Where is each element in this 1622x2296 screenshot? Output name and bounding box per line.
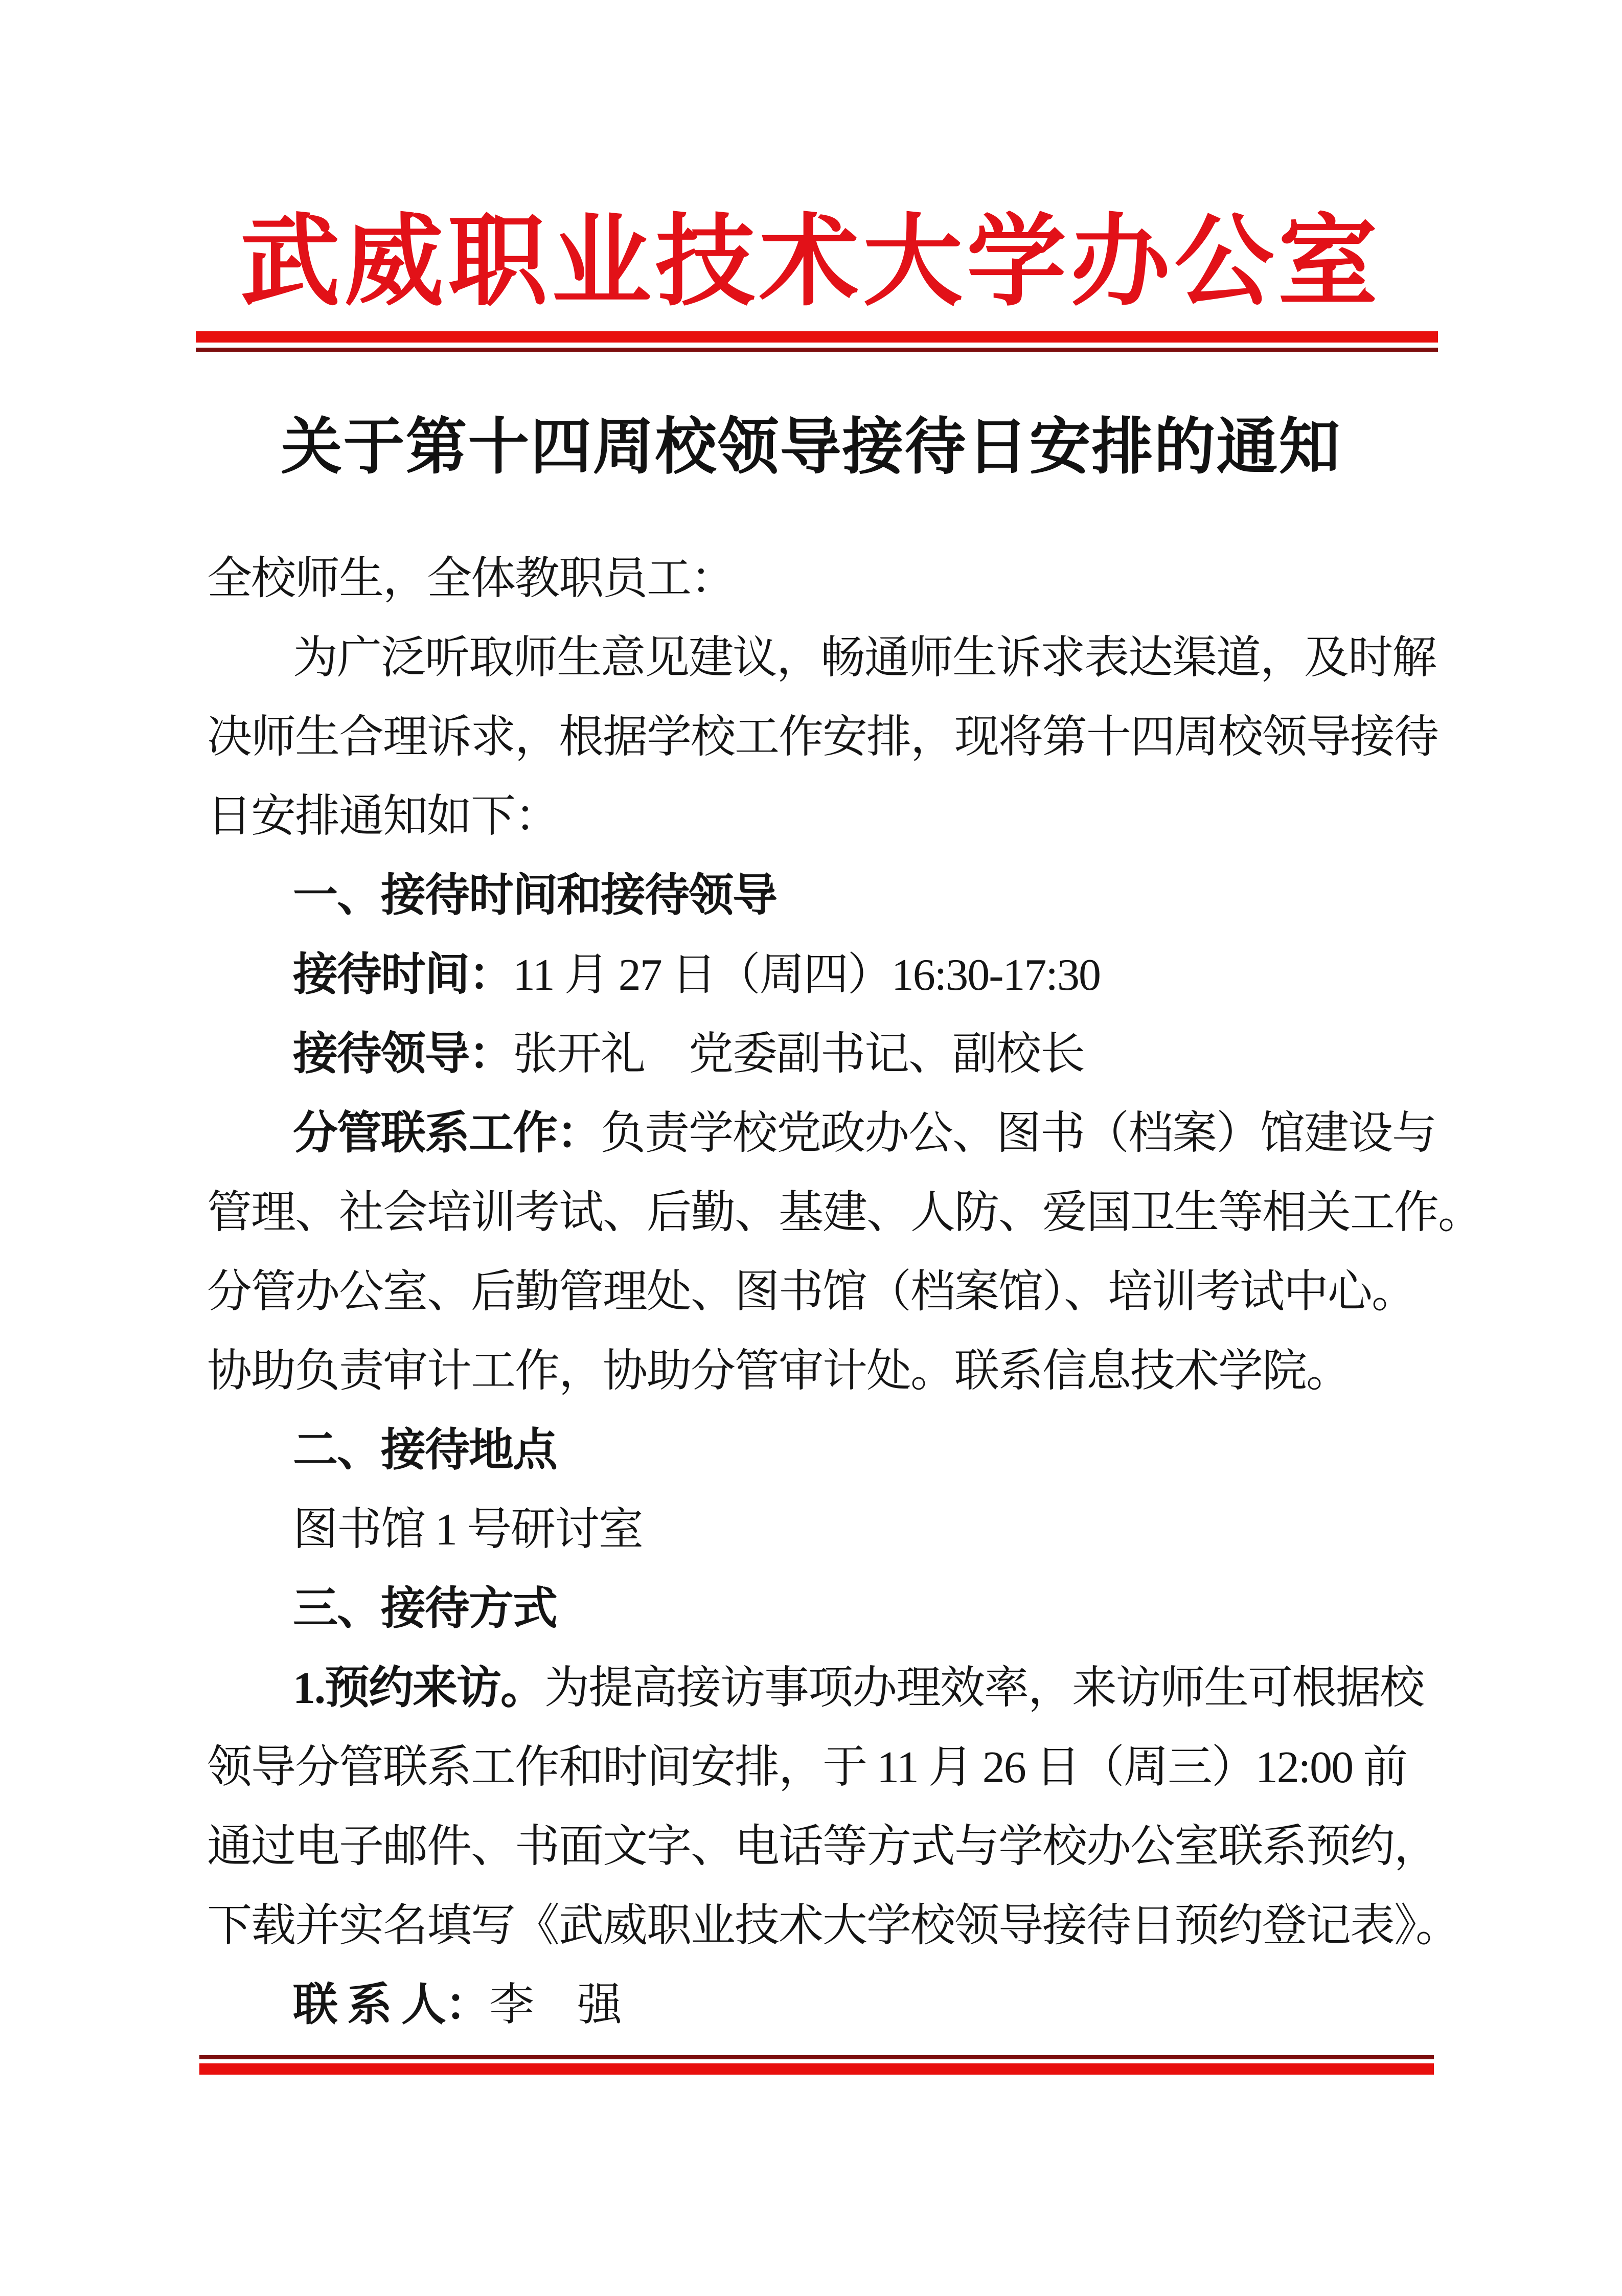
line-duties-1: [207, 1094, 1520, 1173]
line-reception-leader: [207, 1015, 1520, 1094]
line-text: 管理、社会培训考试、后勤、基建、人防、爱国卫生等相关工作。: [207, 1188, 1482, 1238]
line-duties-2: [207, 1173, 1482, 1253]
line-text: 11 月 27 日（周四）16:30-17:30: [513, 950, 1100, 1000]
heading-label: 三、接待方式: [293, 1584, 557, 1634]
line-text: 日安排通知如下：: [207, 792, 559, 842]
line-text: 决师生合理诉求，根据学校工作安排，现将第十四周校领导接待: [207, 713, 1438, 762]
salutation-line: [207, 539, 1434, 619]
heading-section-3: [207, 1570, 1520, 1649]
footer-rule-thick: [199, 2063, 1434, 2075]
notice-title: 关于第十四周校领导接待日安排的通知: [281, 413, 1341, 481]
para-intro-line-2: [207, 698, 1438, 777]
line-label: 分管联系工作：: [293, 1109, 601, 1158]
line-text: 下载并实名填写《武威职业技术大学校领导接待日预约登记表》。: [207, 1901, 1460, 1951]
line-text: 为广泛听取师生意见建议，畅通师生诉求表达渠道，及时解: [293, 633, 1436, 683]
footer-rule-thin: [199, 2055, 1434, 2059]
line-text: 为提高接访事项办理效率，来访师生可根据校: [544, 1664, 1424, 1713]
heading-section-1: [207, 856, 1520, 936]
line-label: 接待领导：: [293, 1030, 513, 1079]
header-rule-thin: [196, 348, 1438, 352]
para-intro-line-3: [207, 777, 1434, 856]
letterhead-org-name: 武威职业技术大学办公室: [240, 208, 1382, 318]
line-label: 联 系 人：: [293, 1981, 490, 2030]
line-text: 负责学校党政办公、图书（档案）馆建设与: [601, 1109, 1436, 1158]
line-reception-time: [207, 936, 1520, 1015]
heading-label: 一、接待时间和接待领导: [293, 871, 777, 921]
line-text: 协助负责审计工作，协助分管审计处。联系信息技术学院。: [207, 1347, 1351, 1396]
header-rule-thick: [196, 331, 1438, 343]
line-text: 分管办公室、后勤管理处、图书馆（档案馆）、培训考试中心。: [207, 1267, 1416, 1317]
heading-label: 二、接待地点: [293, 1426, 557, 1475]
line-method-3: [207, 1807, 1438, 1886]
heading-section-2: [207, 1411, 1520, 1490]
line-text: 领导分管联系工作和时间安排，于 11 月 26 日（周三）12:00 前: [207, 1743, 1407, 1792]
line-location: [207, 1490, 1520, 1570]
line-label: 1.预约来访。: [293, 1664, 545, 1713]
line-duties-3: [207, 1253, 1434, 1332]
line-text: 通过电子邮件、书面文字、电话等方式与学校办公室联系预约，: [207, 1822, 1438, 1872]
line-method-1: [207, 1649, 1520, 1728]
para-intro-line-1: [207, 619, 1520, 698]
line-method-2: [207, 1728, 1434, 1807]
line-text: 图书馆 1 号研讨室: [293, 1505, 643, 1555]
line-text: 全校师生，全体教职员工：: [207, 554, 735, 604]
line-text: 李 强: [489, 1981, 622, 2030]
line-method-4: [207, 1886, 1460, 1966]
line-duties-4: [207, 1332, 1434, 1411]
line-text: 张开礼 党委副书记、副校长: [513, 1030, 1085, 1079]
line-contact: [207, 1966, 1520, 2045]
line-label: 接待时间：: [293, 950, 513, 1000]
